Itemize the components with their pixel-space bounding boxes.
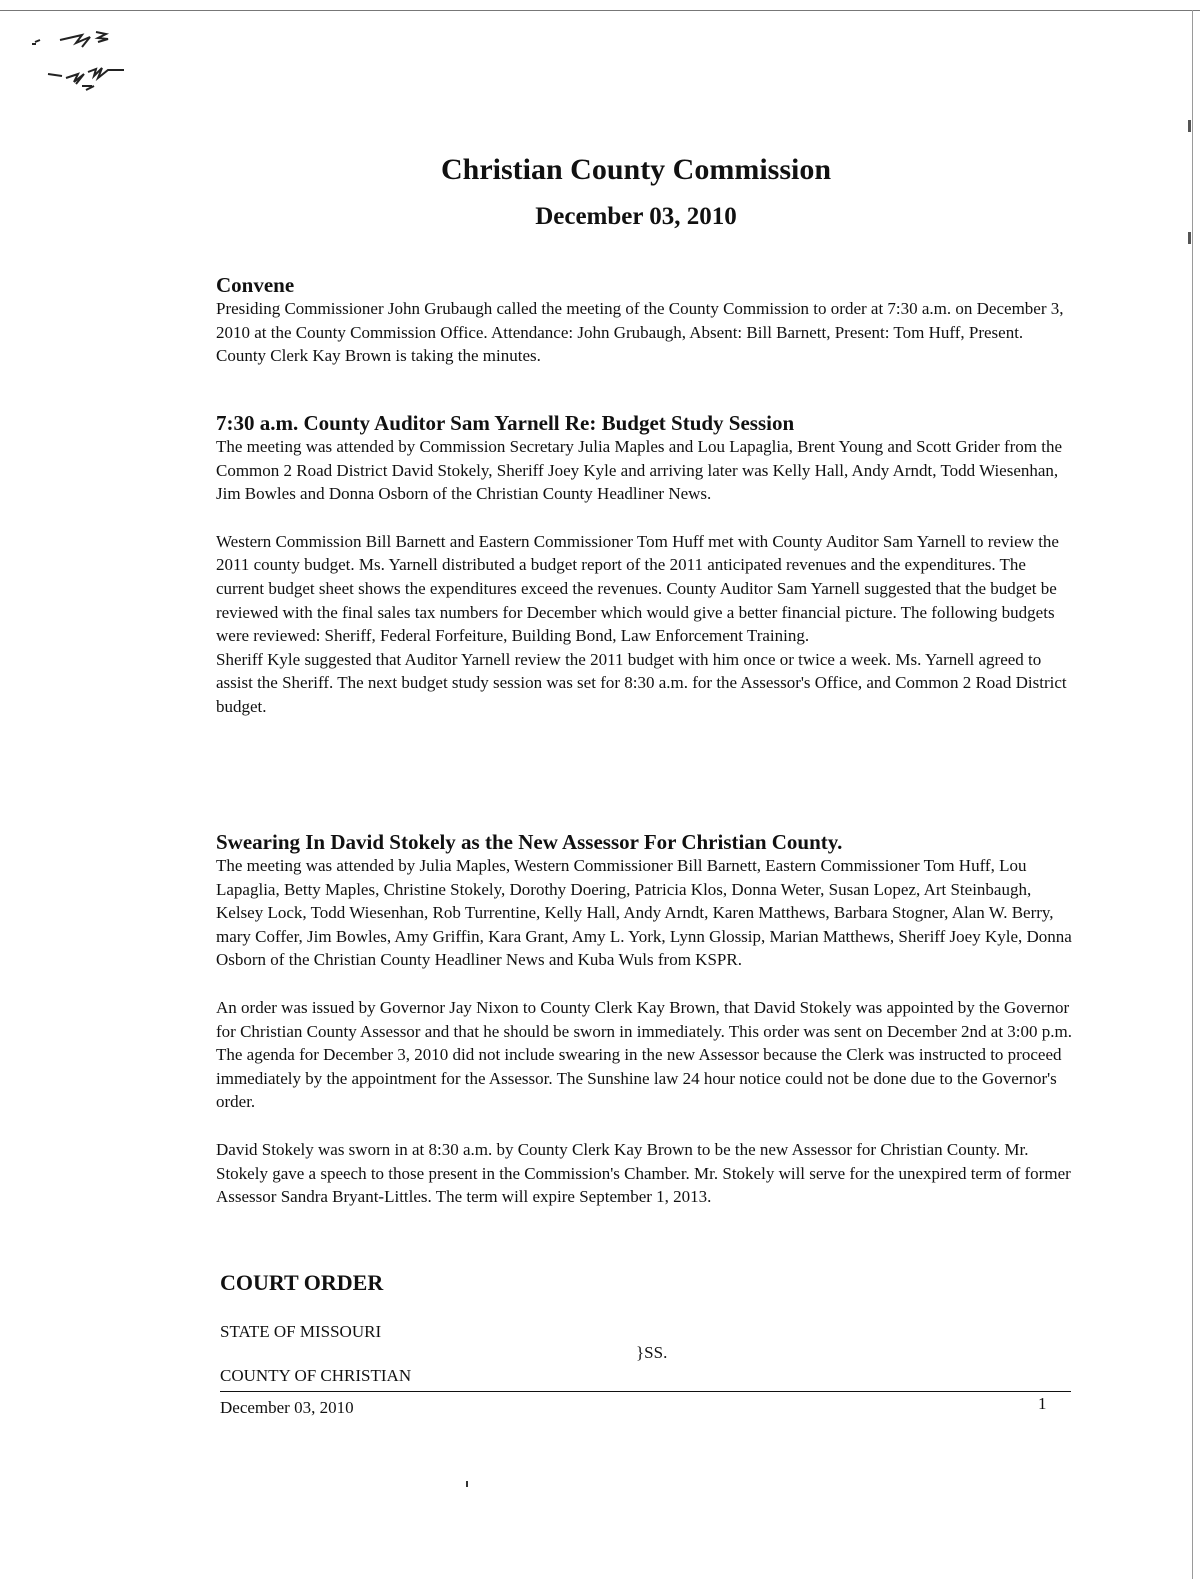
section-budget-study — [216, 411, 1076, 719]
section-paragraph: The meeting was attended by Commission Secretary Julia Maples and Lou Lapaglia, Brent Young and Scott Grider from the Common 2 Road District David Stokely, Sheriff Joey Kyle and arriving later was Kelly Hall, Andy Arndt, Todd Wiesenhan, Jim Bowles and Donna Osborn of the Christian County Headliner News. — [216, 437, 1063, 504]
document-title: Christian County Commission — [440, 153, 832, 186]
section-paragraph: Presiding Commissioner John Grubaugh called the meeting of the County Commission to order at 7:30 a.m. on December 3, 2010 at the County Commission Office. Attendance: John Grubaugh, Absent: Bill Barnett, Present: Tom Huff, Present. County Clerk Kay Brown is taking the minutes. — [216, 299, 1064, 366]
section-paragraph: Western Commission Bill Barnett and Eastern Commissioner Tom Huff met with County Auditor Sam Yarnell to review the 2011 county budget. Ms. Yarnell distributed a budget report of the 2011 anticipated revenues and the expenditures. The current budget sheet shows the expenditures exceed the revenues. County Auditor Sam Yarnell suggested that the budget be reviewed with the final sales tax numbers for December which would give a better financial picture. The following budgets were reviewed: Sheriff, Federal Forfeiture, Building Bond, Law Enforcement Training. — [216, 531, 1059, 646]
document-date: December 03, 2010 — [535, 203, 737, 230]
court-order-state: STATE OF MISSOURI — [220, 1322, 382, 1341]
footer-rule — [220, 1391, 1071, 1392]
section-heading: Convene — [216, 273, 295, 297]
section-convene — [216, 273, 1076, 368]
court-order-ss: }SS. — [636, 1343, 668, 1362]
section-paragraph: The meeting was attended by Julia Maples, Western Commissioner Bill Barnett, Eastern Commissioner Tom Huff, Lou Lapaglia, Betty Maples, Christine Stokely, Dorothy Doering, Patricia Klos, Donna Weter, Susan Lopez, Art Steinbaugh, Kelsey Lock, Todd Wiesenhan, Rob Turrentine, Kelly Hall, Andy Arndt, Karen Matthews, Barbara Stogner, Alan W. Berry, mary Coffer, Jim Bowles, Amy Griffin, Kara Grant, Amy L. York, Lynn Glossip, Marian Matthews, Sheriff Joey Kyle, Donna Osborn of the Christian County Headliner News and Kuba Wuls from KSPR. — [216, 856, 1072, 970]
handwritten-scribble — [30, 28, 160, 108]
scan-border-right — [1192, 10, 1193, 1579]
section-paragraph: David Stokely was sworn in at 8:30 a.m. by County Clerk Kay Brown to be the new Assessor for Christian County. Mr. Stokely gave a speech to those present in the Commission's Chamber. Mr. Stokely will serve for the unexpired term of former Assessor Sandra Bryant-Littles. The term will expire September 1, 2013. — [216, 1139, 1071, 1207]
section-heading: 7:30 a.m. County Auditor Sam Yarnell Re: Budget Study Session — [216, 411, 795, 435]
section-paragraph: An order was issued by Governor Jay Nixon to County Clerk Kay Brown, that David Stokely was appointed by the Governor for Christian County Assessor and that he should be sworn in immediately. This order was sent on December 2nd at 3:00 p.m. The agenda for December 3, 2010 did not include swearing in the new Assessor because the Clerk was instructed to proceed immediately by the appointment for the Assessor. The Sunshine law 24 hour notice could not be done due to the Governor's order. — [216, 997, 1073, 1112]
section-paragraph: Sheriff Kyle suggested that Auditor Yarnell review the 2011 budget with him once or twice a week. Ms. Yarnell agreed to assist the Sheriff. The next budget study session was set for 8:30 a.m. for the Assessor's Office, and Common 2 Road District budget. — [216, 649, 1067, 716]
court-order-county: COUNTY OF CHRISTIAN — [220, 1366, 412, 1385]
scan-mark — [1188, 232, 1191, 244]
scan-mark — [1188, 120, 1191, 132]
page-number: 1 — [1038, 1394, 1047, 1413]
scan-speck — [466, 1481, 468, 1487]
section-swearing-in — [216, 830, 1076, 1209]
footer-date: December 03, 2010 — [220, 1398, 354, 1417]
court-order-heading: COURT ORDER — [220, 1270, 384, 1295]
scan-border-top — [0, 10, 1200, 11]
section-heading: Swearing In David Stokely as the New Assessor For Christian County. — [216, 830, 843, 854]
